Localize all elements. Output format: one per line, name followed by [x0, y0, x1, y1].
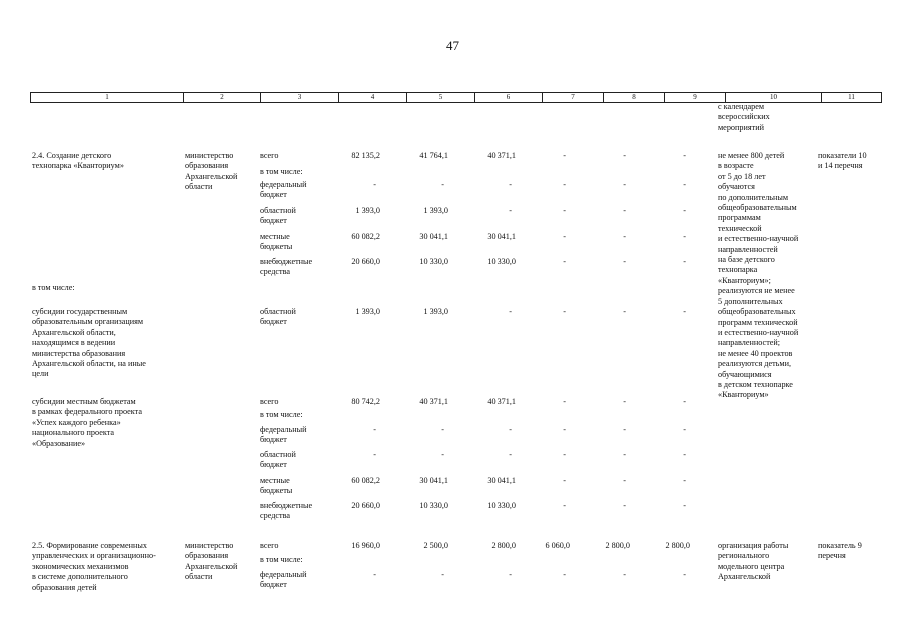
in-that-number-label: в том числе:	[32, 283, 75, 292]
row-2-4-name: 2.4. Создание детского технопарка «Кванториум»	[32, 151, 124, 171]
row-2-5-line2-col4: -	[373, 570, 376, 579]
row-2-4-result: не менее 800 детей в возрасте от 5 до 18 лет обучаются по дополнительным общеобразовательным программам технической и естественно-научной направленностей на базе детского технопарка «Кванториум»; реализуются не менее 5 дополнительных общеобразовательных программ технической и естественно-научной направленностей; не менее 40 проектов реализуются детьми, обучающимися в детском технопарке «Кванториум»	[718, 151, 799, 400]
subsidy-b-line3-col4: -	[373, 450, 376, 459]
column-header-4: 4	[338, 93, 406, 102]
subsidy-a-col7: -	[563, 307, 566, 316]
row-2-4-line5-col9: -	[683, 257, 686, 266]
subsidy-b-line5-col9: -	[683, 501, 686, 510]
subsidy-b-source-4: местные бюджеты	[260, 476, 293, 496]
row-2-5-line0-col8: 2 800,0	[605, 541, 630, 550]
subsidy-b-line4-col5: 30 041,1	[419, 476, 448, 485]
row-2-4-source-4: местные бюджеты	[260, 232, 293, 252]
column-header-10: 10	[725, 93, 821, 102]
subsidy-b-source-3: областной бюджет	[260, 450, 296, 470]
subsidy-b-line5-col4: 20 660,0	[351, 501, 380, 510]
subsidy-b-line4-col7: -	[563, 476, 566, 485]
subsidy-b-line0-col4: 80 742,2	[351, 397, 380, 406]
row-2-4-line3-col5: 1 393,0	[423, 206, 448, 215]
row-2-4-line4-col6: 30 041,1	[487, 232, 516, 241]
row-2-4-line4-col4: 60 082,2	[351, 232, 380, 241]
row-2-4-line5-col4: 20 660,0	[351, 257, 380, 266]
subsidy-b-line4-col8: -	[623, 476, 626, 485]
subsidy-b-line4-col6: 30 041,1	[487, 476, 516, 485]
subsidy-b-line3-col6: -	[509, 450, 512, 459]
column-header-9: 9	[664, 93, 725, 102]
subsidy-a-col8: -	[623, 307, 626, 316]
row-2-4-source-1: в том числе:	[260, 167, 303, 176]
column-header-7: 7	[542, 93, 603, 102]
column-header-5: 5	[406, 93, 474, 102]
row-2-4-line3-col9: -	[683, 206, 686, 215]
row-2-4-line0-col7: -	[563, 151, 566, 160]
row-2-4-source-5: внебюджетные средства	[260, 257, 313, 277]
subsidy-b-line0-col9: -	[683, 397, 686, 406]
row-2-4-source-3: областной бюджет	[260, 206, 296, 226]
row-2-4-line5-col6: 10 330,0	[487, 257, 516, 266]
subsidy-a-name: субсидии государственным образовательным организациям Архангельской области, находящимся в ведении министерства образования Архангельской области, на иные цели	[32, 307, 146, 379]
row-2-4-line4-col7: -	[563, 232, 566, 241]
subsidy-b-line3-col9: -	[683, 450, 686, 459]
subsidy-b-source-5: внебюджетные средства	[260, 501, 313, 521]
subsidy-b-line2-col7: -	[563, 425, 566, 434]
row-2-5-source-2: федеральный бюджет	[260, 570, 307, 590]
row-2-4-line2-col9: -	[683, 180, 686, 189]
subsidy-b-line5-col5: 10 330,0	[419, 501, 448, 510]
row-2-5-line2-col7: -	[563, 570, 566, 579]
row-2-4-line0-col6: 40 371,1	[487, 151, 516, 160]
row-2-5-line2-col5: -	[441, 570, 444, 579]
subsidy-b-line0-col5: 40 371,1	[419, 397, 448, 406]
row-2-5-executor: министерство образования Архангельской области	[185, 541, 238, 582]
row-2-5-line0-col5: 2 500,0	[423, 541, 448, 550]
row-2-4-line0-col5: 41 764,1	[419, 151, 448, 160]
row-2-5-line0-col9: 2 800,0	[665, 541, 690, 550]
row-2-5-source-0: всего	[260, 541, 279, 550]
subsidy-a-col9: -	[683, 307, 686, 316]
row-2-4-source-2: федеральный бюджет	[260, 180, 307, 200]
column-header-8: 8	[603, 93, 664, 102]
subsidy-b-line2-col5: -	[441, 425, 444, 434]
subsidy-b-line5-col7: -	[563, 501, 566, 510]
row-2-4-line4-col9: -	[683, 232, 686, 241]
row-2-4-line5-col7: -	[563, 257, 566, 266]
row-2-5-line2-col6: -	[509, 570, 512, 579]
row-2-5-line0-col6: 2 800,0	[491, 541, 516, 550]
subsidy-b-source-2: федеральный бюджет	[260, 425, 307, 445]
column-header-6: 6	[474, 93, 542, 102]
row-2-4-source-0: всего	[260, 151, 279, 160]
subsidy-b-line0-col7: -	[563, 397, 566, 406]
subsidy-b-line3-col8: -	[623, 450, 626, 459]
column-header-1: 1	[105, 93, 109, 101]
subsidy-a-col6: -	[509, 307, 512, 316]
row-2-4-line3-col6: -	[509, 206, 512, 215]
row-2-4-line5-col8: -	[623, 257, 626, 266]
subsidy-b-line5-col8: -	[623, 501, 626, 510]
row-2-4-line3-col4: 1 393,0	[355, 206, 380, 215]
subsidy-b-line3-col7: -	[563, 450, 566, 459]
column-header-3: 3	[260, 93, 338, 102]
subsidy-b-line3-col5: -	[441, 450, 444, 459]
subsidy-b-line2-col8: -	[623, 425, 626, 434]
row-2-4-line2-col4: -	[373, 180, 376, 189]
subsidy-a-col4: 1 393,0	[355, 307, 380, 316]
row-2-4-executor: министерство образования Архангельской области	[185, 151, 238, 192]
subsidy-b-line5-col6: 10 330,0	[487, 501, 516, 510]
subsidy-b-source-0: всего	[260, 397, 279, 406]
column-header-2: 2	[183, 93, 260, 102]
result-continuation: с календарем всероссийских мероприятий	[718, 102, 770, 132]
subsidy-b-line2-col4: -	[373, 425, 376, 434]
row-2-4-line2-col8: -	[623, 180, 626, 189]
subsidy-b-line0-col8: -	[623, 397, 626, 406]
row-2-4-line2-col7: -	[563, 180, 566, 189]
row-2-4-line2-col5: -	[441, 180, 444, 189]
row-2-5-line0-col4: 16 960,0	[351, 541, 380, 550]
row-2-5-line2-col9: -	[683, 570, 686, 579]
subsidy-b-line0-col6: 40 371,1	[487, 397, 516, 406]
page-number: 47	[446, 38, 459, 53]
row-2-4-line0-col8: -	[623, 151, 626, 160]
subsidy-b-line2-col6: -	[509, 425, 512, 434]
subsidy-b-source-1: в том числе:	[260, 410, 303, 419]
row-2-4-line3-col7: -	[563, 206, 566, 215]
row-2-4-line3-col8: -	[623, 206, 626, 215]
column-header-11: 11	[821, 93, 881, 102]
row-2-4-line4-col8: -	[623, 232, 626, 241]
row-2-5-line0-col7: 6 060,0	[545, 541, 570, 550]
row-2-5-line2-col8: -	[623, 570, 626, 579]
row-2-5-indicator: показатель 9 перечня	[818, 541, 862, 561]
row-2-4-line0-col9: -	[683, 151, 686, 160]
subsidy-b-line4-col4: 60 082,2	[351, 476, 380, 485]
subsidy-b-line2-col9: -	[683, 425, 686, 434]
subsidy-b-name: субсидии местным бюджетам в рамках федерального проекта «Успех каждого ребенка» национального проекта «Образование»	[32, 397, 142, 448]
subsidy-b-line4-col9: -	[683, 476, 686, 485]
subsidy-a-col5: 1 393,0	[423, 307, 448, 316]
row-2-4-line2-col6: -	[509, 180, 512, 189]
row-2-5-source-1: в том числе:	[260, 555, 303, 564]
row-2-4-line0-col4: 82 135,2	[351, 151, 380, 160]
row-2-5-result: организация работы регионального модельного центра Архангельской	[718, 541, 789, 582]
subsidy-a-source: областной бюджет	[260, 307, 296, 327]
row-2-4-line5-col5: 10 330,0	[419, 257, 448, 266]
row-2-4-line4-col5: 30 041,1	[419, 232, 448, 241]
row-2-4-indicator: показатели 10 и 14 перечня	[818, 151, 867, 171]
row-2-5-name: 2.5. Формирование современных управленческих и организационно- экономических механизмов в системе дополнительного образования детей	[32, 541, 156, 592]
